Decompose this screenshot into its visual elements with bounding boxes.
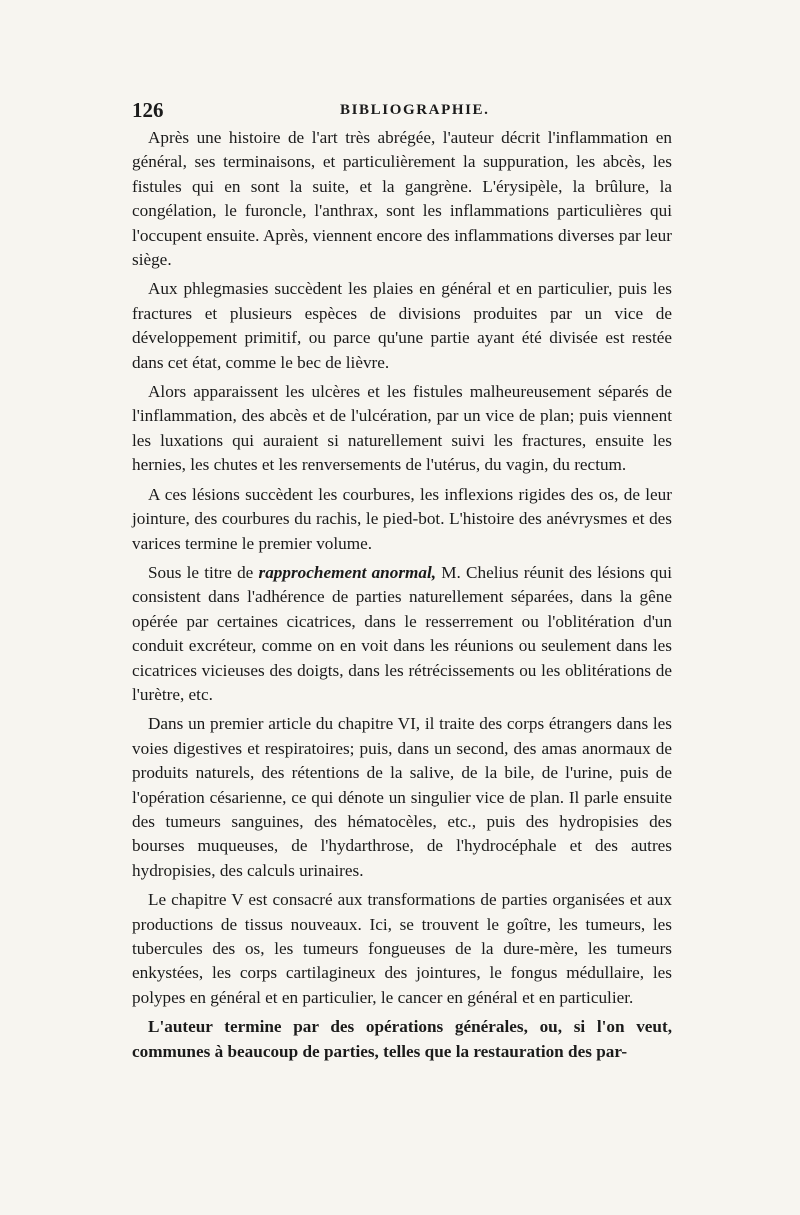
paragraph-7: Le chapitre V est consacré aux transformations de parties organisées et aux productions de tissus nouveaux. Ici, se trouvent le goître, les tumeurs, les tubercules des os, les tumeurs fongueuses de la dure-mère, les tumeurs enkystées, les corps cartilagineux des jointures, le fongus médullaire, les polypes en général et en particulier, le cancer en général et en particulier.: [132, 890, 672, 1007]
paragraph-5: [132, 561, 672, 707]
paragraph-8: L'auteur termine par des opérations générales, ou, si l'on veut, communes à beaucoup de parties, telles que la restauration des par-: [132, 1017, 672, 1061]
page-header: [132, 98, 692, 128]
paragraph-1: Après une histoire de l'art très abrégée, l'auteur décrit l'inflammation en général, ses terminaisons, et particulièrement la suppuration, les abcès, les fistules qui en sont la suite, et la gangrène. L'érysipèle, la brûlure, la congélation, le furoncle, l'anthrax, sont les inflammations particulières qui l'occupent ensuite. Après, viennent encore des inflammations diverses par leur siège.: [132, 128, 672, 270]
paragraph-4: A ces lésions succèdent les courbures, les inflexions rigides des os, de leur jointure, des courbures du rachis, le pied-bot. L'histoire des anévrysmes et des varices termine le premier volume.: [132, 484, 672, 553]
page-number: 126: [132, 98, 164, 122]
paragraph-6: Dans un premier article du chapitre VI, il traite des corps étrangers dans les voies digestives et respiratoires; puis, dans un second, des amas anormaux de produits naturels, des rétentions de la salive, de la bile, de l'urine, puis de l'opération césarienne, ce qui dénote un singulier vice de plan. Il parle ensuite des tumeurs sanguines, des hématocèles, etc., puis des hydropisies des bourses muqueuses, de l'hydarthrose, de l'hydrocéphale et des autres hydropisies, des calculs urinaires.: [132, 714, 672, 880]
paragraph-5-before: Sous le titre de: [148, 562, 259, 582]
running-head: BIBLIOGRAPHIE.: [340, 102, 490, 118]
paragraph-2: Aux phlegmasies succèdent les plaies en général et en particulier, puis les fractures et plusieurs espèces de divisions produites par un vice de développement primitif, ou parce qu'une partie ayant été divisée est restée dans cet état, comme le bec de lièvre.: [132, 279, 672, 372]
paragraph-5-italic: rapprochement anormal,: [258, 562, 437, 582]
paragraph-5-after: M. Chelius réunit des lésions qui consistent dans l'adhérence de parties naturellement séparées, dans la gêne opérée par certaines cicatrices, dans le resserrement ou l'oblitération d'un conduit excréteur, comme on en voit dans les réunions ou seulement dans les cicatrices vicieuses des doigts, dans les rétrécissements ou les oblitérations de l'urètre, etc.: [132, 562, 672, 704]
body-text: [132, 126, 672, 1069]
paragraph-3: Alors apparaissent les ulcères et les fistules malheureusement séparés de l'inflammation, des abcès et de l'ulcération, par un vice de plan; puis viennent les luxations qui auraient si naturellement suivi les fractures, ensuite les hernies, les chutes et les renversements de l'utérus, du vagin, du rectum.: [132, 382, 672, 475]
